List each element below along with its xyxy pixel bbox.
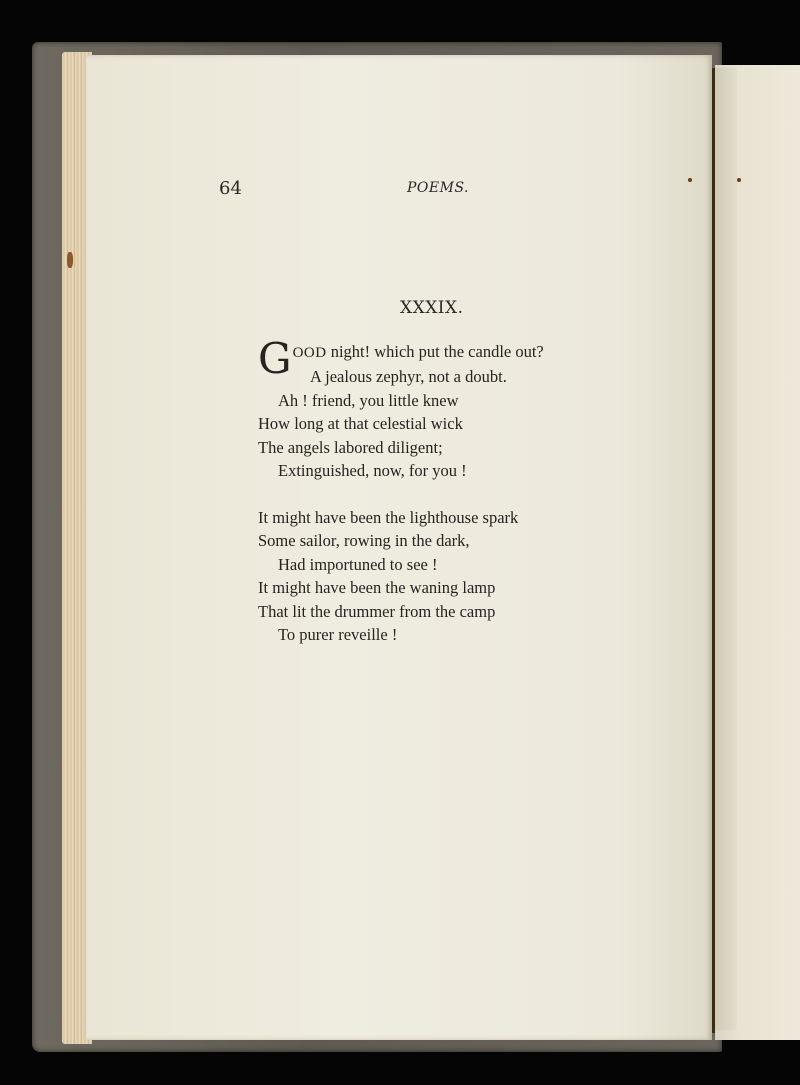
poem-line: Had importuned to see ! <box>278 554 438 574</box>
poem-line: That lit the drummer from the camp <box>258 601 496 621</box>
foxing-stain <box>67 252 73 268</box>
book-gutter <box>712 68 715 1033</box>
poem-line: Extinguished, now, for you ! <box>278 461 467 480</box>
poem-line: Ah ! friend, you little knew <box>278 390 459 410</box>
drop-cap: G <box>258 334 292 383</box>
running-title: POEMS. <box>407 180 469 196</box>
poem-line: It might have been the waning lamp <box>258 578 496 597</box>
poem-line: The angels labored diligent; <box>258 437 443 457</box>
poem-line: How long at that celestial wick <box>258 414 463 433</box>
small-caps: OOD <box>292 345 327 361</box>
page-number: 64 <box>219 178 242 199</box>
line-text: night! which put the candle out? <box>326 342 544 361</box>
poem-line: It might have been the lighthouse spark <box>258 507 519 527</box>
paper-speck <box>737 178 741 182</box>
stanza-1 <box>258 334 544 483</box>
right-page-gutter-shadow <box>715 68 737 1030</box>
paper-speck <box>688 178 692 182</box>
poem-body <box>258 334 544 670</box>
poem-line: To purer reveille ! <box>278 625 398 644</box>
poem-number: XXXIX. <box>400 298 464 318</box>
stanza-2 <box>258 506 544 647</box>
poem-line: A jealous zephyr, not a doubt. <box>310 367 507 386</box>
poem-line: Some sailor, rowing in the dark, <box>258 531 470 550</box>
